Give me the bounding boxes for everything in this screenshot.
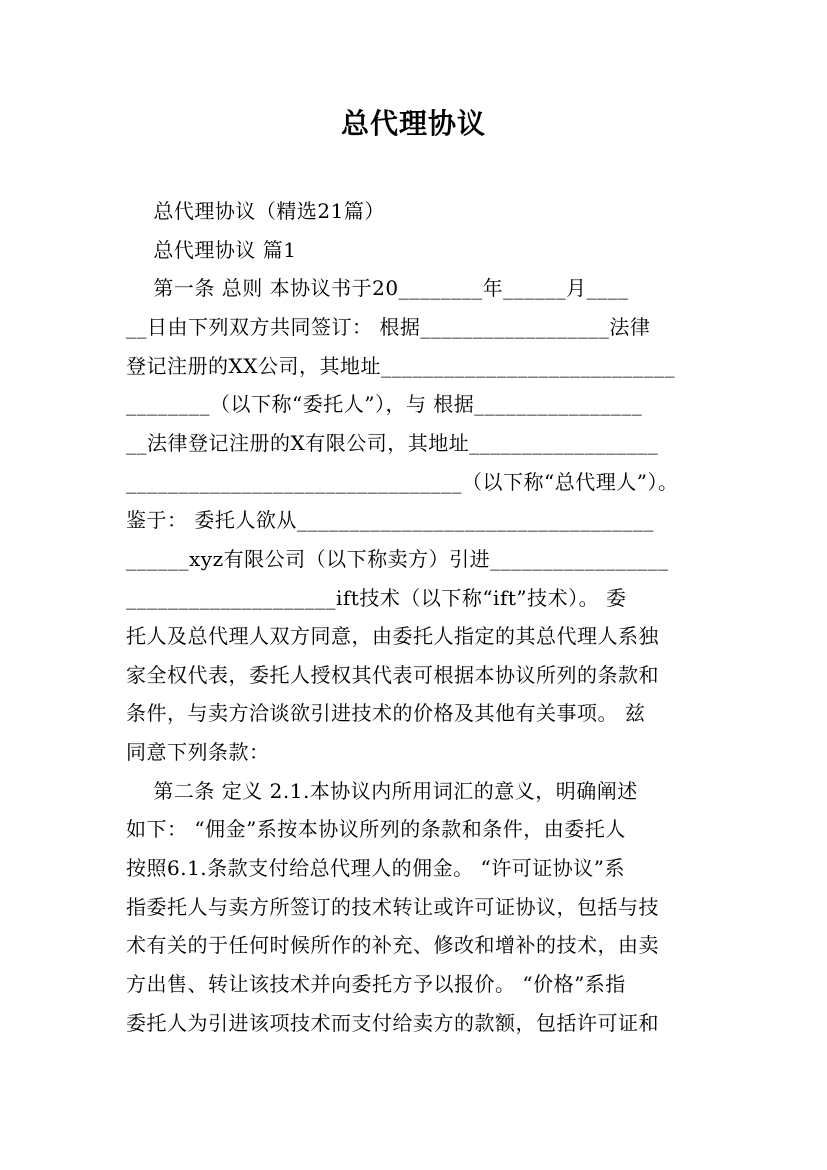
text-line: 登记注册的XX公司，其地址____________________________	[126, 354, 675, 378]
text-line: 总代理协议（精选21篇）	[126, 199, 385, 223]
text-line: 方出售、转让该技术并向委托方予以报价。 “价格”系指	[126, 972, 626, 996]
text-line: __法律登记注册的X有限公司，其地址__________________	[126, 431, 659, 455]
text-line: 委托人为引进该项技术而支付给卖方的款额，包括许可证和	[126, 1011, 659, 1035]
text-line: 条件，与卖方洽谈欲引进技术的价格及其他有关事项。 兹	[126, 701, 646, 725]
text-line: 第一条 总则 本协议书于20________年______月____	[126, 276, 629, 300]
text-line: __日由下列双方共同签订： 根据__________________法律	[126, 315, 651, 339]
text-line: ________（以下称“委托人”），与 根据________________	[126, 392, 643, 416]
text-line: 指委托人与卖方所签订的技术转让或许可证协议，包括与技	[126, 895, 659, 919]
text-line: 家全权代表，委托人授权其代表可根据本协议所列的条款和	[126, 663, 659, 687]
text-line: 术有关的于任何时候所作的补充、修改和增补的技术，由卖	[126, 933, 659, 957]
text-line: ________________________________（以下称“总代理人”）。	[126, 470, 679, 494]
text-line: 第二条 定义 2.1.本协议内所用词汇的意义，明确阐述	[126, 779, 638, 803]
text-line: 鉴于： 委托人欲从__________________________________	[126, 508, 654, 532]
text-line: ____________________ift技术（以下称“ift”技术）。 委	[126, 586, 627, 610]
document-title: 总代理协议	[340, 107, 486, 140]
text-line: 同意下列条款：	[126, 740, 270, 764]
text-line: 按照6.1.条款支付给总代理人的佣金。 “许可证协议”系	[126, 856, 625, 880]
text-line: 如下： “佣金”系按本协议所列的条款和条件，由委托人	[126, 817, 626, 841]
text-line: 总代理协议 篇1	[126, 238, 297, 262]
text-line: 托人及总代理人双方同意，由委托人指定的其总代理人系独	[126, 624, 659, 648]
text-line: ______xyz有限公司（以下称卖方）引进_________________	[126, 547, 669, 571]
